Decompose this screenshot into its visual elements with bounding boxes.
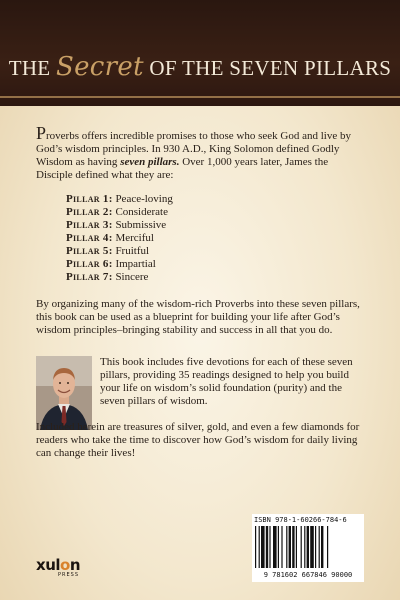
pillar-label: Pillar 1: (66, 193, 113, 205)
barcode-bar (315, 526, 316, 568)
barcode-bar (266, 526, 268, 568)
pillar-label: Pillar 3: (66, 219, 113, 231)
pillar-value: Peace-loving (115, 193, 173, 205)
barcode-bar (286, 526, 287, 568)
barcode-bar (296, 526, 297, 568)
isbn-text: ISBN 978-1-60266-784-6 (254, 516, 347, 524)
barcode-bar (292, 526, 294, 568)
pillar-item (66, 193, 364, 206)
publisher-name: xulon (36, 556, 81, 574)
treasures-paragraph: Included herein are treasures of silver, gold, and even a few diamonds for readers who take the time to discover how God’s wisdom for daily living can change their lives! (36, 421, 360, 459)
barcode-bar (301, 526, 302, 568)
intro-text-a: roverbs offers incredible promises to those who seek God and live by God’s wisdom principles. In 930 A.D., King Solomon defined Godly Wisdom as having (36, 130, 351, 168)
title-rest: OF THE SEVEN PILLARS (149, 56, 392, 80)
cover-title (0, 52, 400, 82)
barcode-bar (321, 526, 323, 568)
pillar-label: Pillar 4: (66, 232, 113, 244)
barcode-bar (304, 526, 305, 568)
header-band (0, 0, 400, 106)
intro-paragraph (36, 123, 364, 182)
author-photo (36, 356, 92, 430)
pillar-label: Pillar 7: (66, 271, 113, 283)
pillar-item (66, 232, 364, 245)
pillar-item (66, 206, 364, 219)
pillar-value: Fruitful (115, 245, 150, 257)
pillar-value: Merciful (115, 232, 154, 244)
pillar-label: Pillar 2: (66, 206, 113, 218)
barcode-bar (259, 526, 260, 568)
pillar-label: Pillar 5: (66, 245, 113, 257)
publisher-sub: PRESS (58, 572, 79, 578)
body-text (36, 123, 364, 337)
pillar-value: Sincere (115, 271, 149, 283)
barcode-bar (327, 526, 328, 568)
intro-text-b: Over 1,000 years later, James the Disciple defined what they are: (36, 156, 329, 181)
barcode-bar (289, 526, 291, 568)
pillar-value: Submissive (115, 219, 167, 231)
drop-cap: P (36, 123, 47, 143)
pillar-item (66, 219, 364, 232)
pillar-item (66, 271, 364, 284)
pillar-list (66, 193, 364, 284)
intro-emphasis: seven pillars. (120, 156, 180, 168)
barcode-bar (261, 526, 265, 568)
isbn-barcode (252, 514, 364, 582)
barcode-bar (319, 526, 320, 568)
pillar-item (66, 245, 364, 258)
barcode-bars-icon (255, 526, 361, 570)
barcode-bar (307, 526, 309, 568)
blueprint-paragraph: By organizing many of the wisdom-rich Proverbs into these seven pillars, this book can be used as a blueprint for building your life after God’s wisdom principles–bringing stability and success in all that you do. (36, 298, 360, 336)
publisher-logo (36, 556, 94, 586)
barcode-bar (269, 526, 270, 568)
barcode-bar (310, 526, 314, 568)
pillar-item (66, 258, 364, 271)
author-portrait-icon (36, 356, 92, 430)
pillar-label: Pillar 6: (66, 258, 113, 270)
barcode-bar (281, 526, 282, 568)
barcode-digits: 9 781602 667846 90000 (263, 571, 353, 579)
pillar-value: Impartial (115, 258, 156, 270)
readings-paragraph: This book includes five devotions for each of these seven pillars, providing 35 readings designed to help you build your life on wisdom’s solid foundation (purity) and the seven pillars of wisdom. (100, 356, 353, 407)
pillar-value: Considerate (115, 206, 168, 218)
header-rule (0, 96, 400, 98)
description-column (36, 356, 364, 460)
title-secret: Secret (56, 52, 144, 82)
barcode-bar (255, 526, 256, 568)
title-the: THE (8, 56, 51, 80)
barcode-bar (273, 526, 277, 568)
barcode-bar (278, 526, 279, 568)
